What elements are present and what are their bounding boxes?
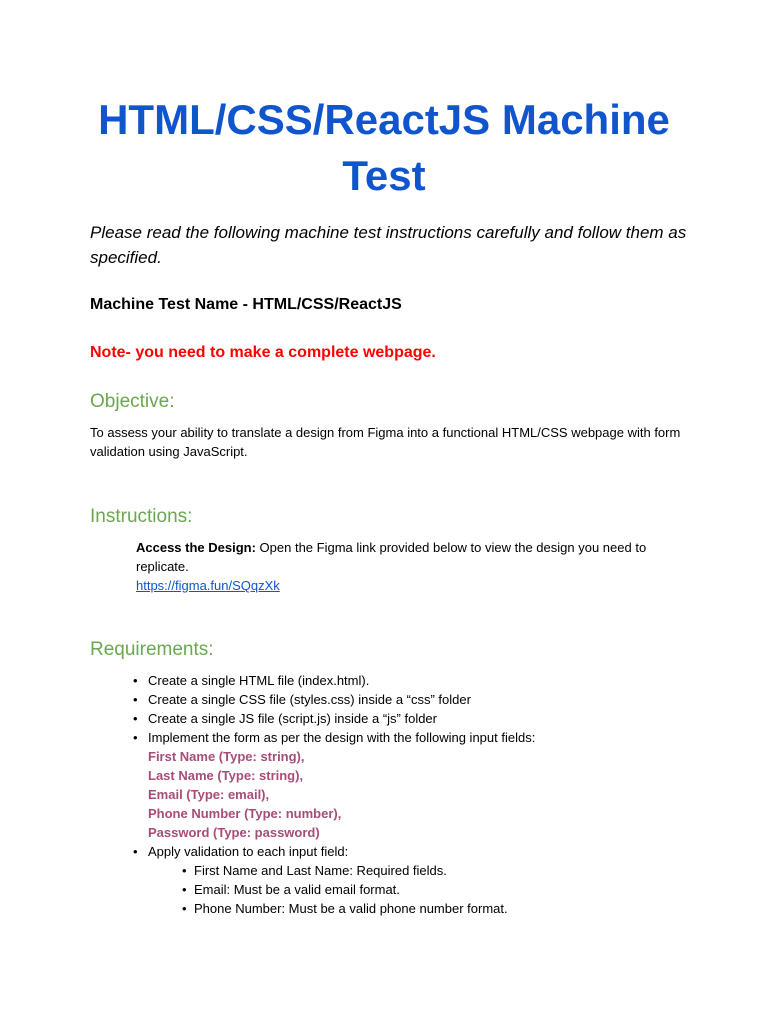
validation-list	[148, 861, 713, 918]
field-item: First Name (Type: string),	[148, 749, 305, 764]
figma-link-line	[136, 576, 696, 595]
page-title: HTML/CSS/ReactJS Machine Test	[98, 96, 670, 199]
bullet-icon: •	[133, 730, 138, 745]
test-name: Machine Test Name - HTML/CSS/ReactJS	[90, 296, 402, 313]
instructions-heading: Instructions:	[90, 506, 193, 527]
intro-text: Please read the following machine test instructions carefully and follow them as specified.	[90, 223, 687, 267]
objective-text: To assess your ability to translate a design from Figma into a functional HTML/CSS webpage with form validation using JavaScript.	[90, 425, 681, 459]
figma-link[interactable]: https://figma.fun/SQqzXk	[136, 578, 280, 593]
note-text: Note- you need to make a complete webpage.	[90, 344, 436, 361]
bullet-icon: •	[133, 673, 138, 688]
validation-item: • Phone Number: Must be a valid phone number format.	[182, 901, 508, 916]
bullet-icon: •	[133, 692, 138, 707]
bullet-icon: •	[182, 863, 187, 878]
field-item: Email (Type: email),	[148, 787, 270, 802]
objective-heading: Objective:	[90, 391, 175, 412]
validation-item: • First Name and Last Name: Required fields.	[182, 863, 447, 878]
bullet-icon: •	[133, 711, 138, 726]
bullet-icon: •	[133, 844, 138, 859]
field-item: Last Name (Type: string),	[148, 768, 304, 783]
access-design-text: Open the Figma link provided below to view the design you need to replicate.	[136, 540, 647, 574]
instructions-block	[136, 538, 696, 595]
requirements-heading: Requirements:	[90, 639, 214, 660]
input-fields-list	[148, 747, 713, 842]
access-design-paragraph	[136, 538, 696, 576]
list-item: • Create a single JS file (script.js) inside a “js” folder	[133, 711, 437, 726]
list-item: • Implement the form as per the design with the following input fields: First Name (Type: string), Last Name (Type: string), Email (Type: email), Phone Number (Type: number), Password (Type: password)	[133, 728, 713, 842]
validation-item: • Email: Must be a valid email format.	[182, 882, 400, 897]
list-item: • Create a single HTML file (index.html).	[133, 673, 370, 688]
requirements-list	[133, 671, 713, 918]
list-item: • Apply validation to each input field: • First Name and Last Name: Required fields. • Email: Must be a valid email format. • Phone Number: Must be a valid phone number format.	[133, 842, 713, 918]
field-item: Phone Number (Type: number),	[148, 806, 342, 821]
bullet-icon: •	[182, 882, 187, 897]
bullet-icon: •	[182, 901, 187, 916]
list-item: • Create a single CSS file (styles.css) inside a “css” folder	[133, 692, 471, 707]
access-design-label: Access the Design:	[136, 540, 256, 555]
field-item: Password (Type: password)	[148, 825, 320, 840]
